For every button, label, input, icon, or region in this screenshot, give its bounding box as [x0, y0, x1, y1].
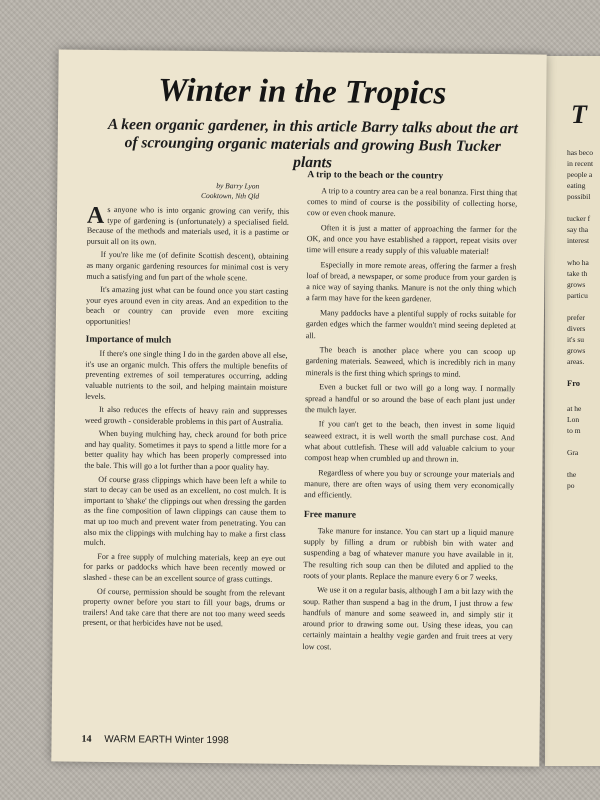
paragraph: When buying mulching hay, check around for both price and hay quality. Sometimes it pays to spend a little more for a better quality hay which has been properly compressed into the bale. This will go a lot further than a poor quality hay.: [84, 429, 287, 472]
next-page-text-fragment: who ha: [567, 258, 589, 267]
next-page-title-fragment: T: [571, 100, 587, 129]
paragraph: We use it on a regular basis, although I am a bit lazy with the soup. Rather than suspend a bag in the drum, I just throw a few handfuls of manure and some seaweed in, and simply stir it around prior to drawing some out. Using these ideas, you can certainly maintain a healthy vegie garden and fruit trees at very low cost.: [302, 585, 514, 651]
author-location: Cooktown, Nth Qld: [201, 190, 260, 201]
page-number: 14: [81, 733, 92, 745]
section-heading-trip: A trip to the beach or the country: [307, 170, 444, 182]
next-page-text-fragment: at he: [567, 404, 582, 413]
paragraph: Of course grass clippings which have been left a while to start to decay can be used as an excellent, no cost mulch. It is important to 'shake' the clippings out when dressing the garden as the fine composition of lawn clippings can cause them to mat up too much and prevent water from penetrating. You can also mix the clippings with mulching hay to make a first class mulch.: [83, 474, 287, 548]
section-heading-mulch: Importance of mulch: [85, 334, 172, 346]
next-page-text-fragment: has beco: [567, 148, 594, 157]
next-page-text-fragment: take th: [567, 269, 588, 278]
next-page-text-fragment: divers: [567, 324, 586, 333]
issue-date: Winter 1998: [174, 734, 229, 747]
next-page-text-fragment: the: [567, 470, 577, 479]
paragraph: It's amazing just what can be found once you start casting your eyes around even in city areas. And an expedition to the beach or country can provide even more exciting opportunities!: [85, 285, 289, 327]
next-page-text-fragment: possibil: [567, 192, 591, 201]
byline: [87, 180, 289, 201]
paragraph: It also reduces the effects of heavy rain and suppresses weed growth - considerable problems in this part of Australia.: [84, 404, 288, 427]
next-page-text-fragment: prefer: [567, 313, 585, 322]
next-page-text-fragment: eating: [567, 181, 586, 190]
author: by Barry Lyon: [216, 181, 260, 191]
paragraph: For a free supply of mulching materials, keep an eye out for parks or paddocks which have been recently mowed or slashed - these can be an excellent source of grass cuttings.: [83, 551, 286, 584]
paragraph: Take manure for instance. You can start up a liquid manure supply by filling a drum or rubbish bin with water and suspending a bag of whatever manure you have available in it. The resulting rich soup can then be diluted and applied to the roots of your plants. Replace the manure every 6 or 7 weeks.: [303, 526, 514, 582]
next-page-edge: [545, 56, 600, 766]
page-footer: [81, 734, 228, 747]
next-page-text-fragment: tucker f: [567, 214, 591, 223]
intro-paragraph: As anyone who is into organic growing can verify, this type of gardening is (unfortunately) a specialised field. Because of the methods and materials used, it is a pastime or pursuit all on its own.: [86, 202, 290, 247]
drop-cap: A: [86, 202, 105, 229]
paragraph: If you can't get to the beach, then invest in some liquid seaweed extract, it is well worth the small purchase cost. And what about cuttlefish. These will add valuable calcium to your compost heap when crumbled up and thrown in.: [304, 419, 515, 464]
next-page-text-fragment: say tha: [567, 225, 589, 234]
left-column: [83, 180, 290, 634]
paragraph: Of course, permission should be sought from the relevant property owner before you start to fill your bags, drums or trailers! And take care that there are not too many weed seeds present, or that herbicides have not be used.: [82, 586, 286, 629]
section-heading-manure: Free manure: [303, 510, 357, 521]
paragraph: Even a bucket full or two will go a long way. I normally spread a handful or so around the base of each plant just under the mulch layer.: [304, 382, 516, 415]
paragraph: Especially in more remote areas, offering the farmer a fresh loaf of bread, a newspaper, or some produce from your garden is a nice way of saying thanks. Manure is not the only thing which a farm may have for the keen gardener.: [306, 260, 517, 304]
next-page-text-fragment: Gra: [567, 448, 579, 457]
paragraph: If you're like me (of definite Scottish descent), obtaining as many organic gardening resources for minimal cost is very much a satisfying and fun part of the whole scene.: [86, 250, 289, 283]
next-page-text-fragment: areas.: [567, 357, 585, 366]
next-page-heading-fragment: Fro: [567, 378, 581, 388]
right-column: [302, 170, 517, 657]
next-page-text-fragment: Lon: [567, 415, 580, 424]
next-page-text-fragment: it's su: [567, 335, 584, 344]
paragraph: Many paddocks have a plentiful supply of rocks suitable for garden edges which the farmer wouldn't mind seeing depleted at all.: [305, 308, 517, 340]
next-page-text-fragment: in recent: [567, 159, 594, 168]
next-page-text-fragment: people a: [567, 170, 593, 179]
paragraph: The beach is another place where you can scoop up gardening materials. Seaweed, which is incredibly rich in many minerals is the first thing which springs to mind.: [305, 345, 516, 379]
article-title: Winter in the Tropics: [158, 72, 447, 112]
paragraph: Often it is just a matter of approaching the farmer for the OK, and once you have established a rapport, repeat visits over time will ensure a ready supply of this valuable material!: [306, 222, 517, 257]
next-page-text-fragment: to m: [567, 426, 581, 435]
next-page-text-fragment: po: [567, 481, 575, 490]
next-page-text-fragment: grows: [567, 280, 586, 289]
article-subtitle: A keen organic gardener, in this article Barry talks about the art of scrounging organic materials and growing Bush Tucker plants: [107, 115, 518, 172]
next-page-text-fragment: grows: [567, 346, 586, 355]
magazine-name: WARM EARTH: [104, 733, 173, 746]
paragraph: Regardless of where you buy or scrounge your materials and manure, there are often ways of using them very economically and efficiently.: [304, 467, 515, 500]
paragraph: A trip to a country area can be a real bonanza. First thing that comes to mind of course is the possibility of collecting horse, cow or even chook manure.: [306, 185, 518, 219]
magazine-page: [51, 49, 546, 766]
next-page-text-fragment: particu: [567, 291, 588, 300]
next-page-text-fragment: interest: [567, 236, 590, 245]
paragraph: If there's one single thing I do in the garden above all else, it's use an organic mulch. This offers the multiple benefits of preventing extremes of soil temperatures occurring, adding valuable nutrients to the soil, and helping maintain moisture levels.: [85, 349, 288, 401]
